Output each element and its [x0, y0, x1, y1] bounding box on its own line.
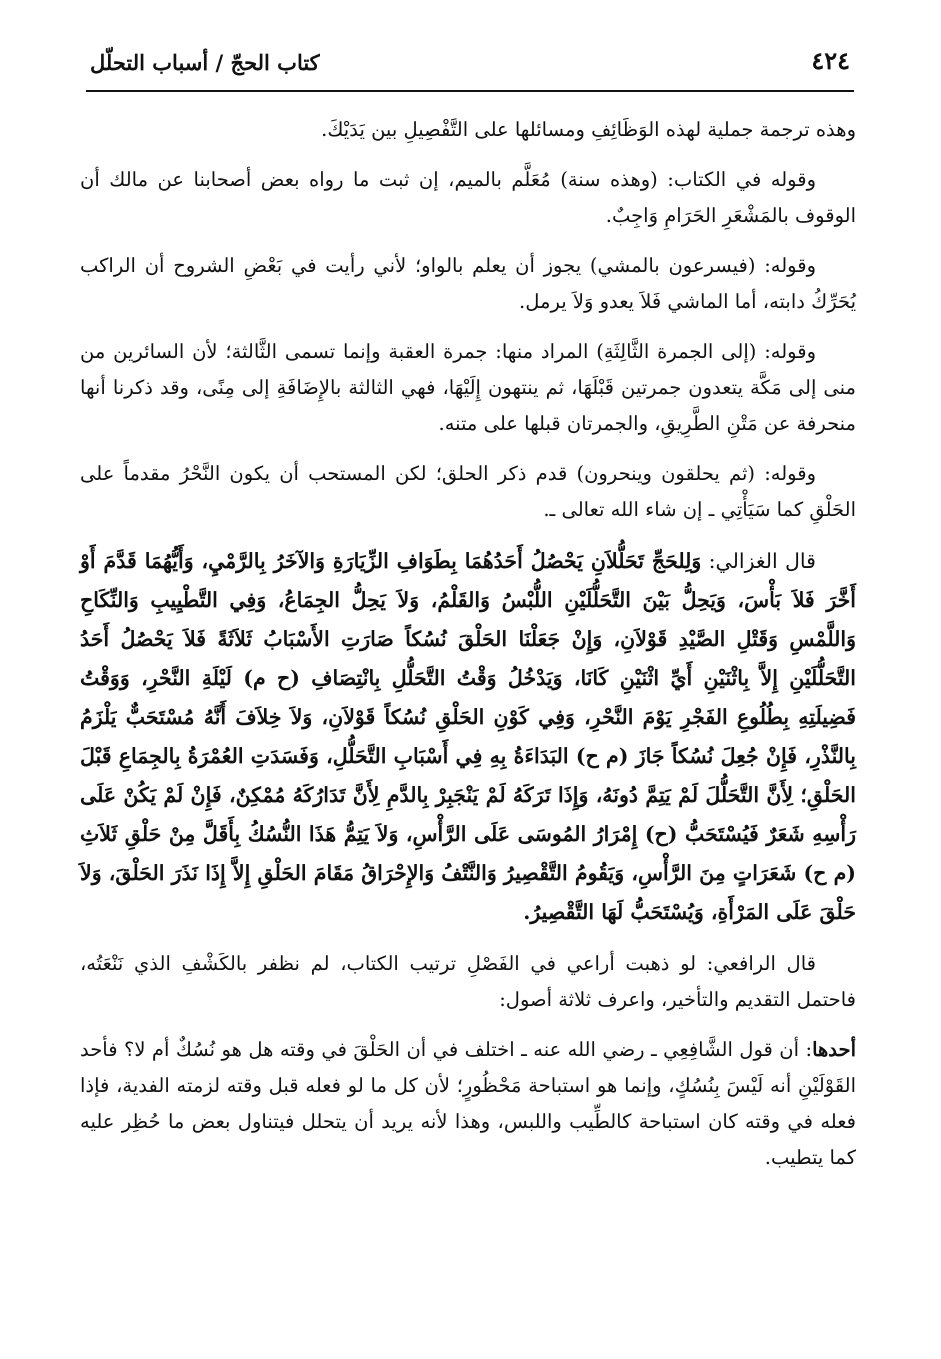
paragraph-third-jamrah: وقوله: (إلى الجمرة الثَّالِثَةِ) المراد منها: جمرة العقبة وإنما تسمى الثَّالثة؛ لأن السائرين من منى إلى مَكَّة يتعدون جمرتين قَبْلَهَا، ثم ينتهون إِلَيْهَا، فهي الثالثة بالإِضَافَةِ إلى مِنًى، وقد ذكرنا أنها منحرفة عن مَتْنِ الطَّرِيقِ، والجمرتان قبلها على متنه.: [80, 340, 856, 435]
paragraph-this-is-sunnah: وقوله في الكتاب: (وهذه سنة) مُعَلَّم بالميم، إن ثبت ما رواه بعض أصحابنا عن مالك أن الوقوف بالمَشْعَرِ الحَرَامِ وَاجِبٌ.: [80, 168, 856, 227]
paragraph-summary: وهذه ترجمة جملية لهذه الوَظَائِفِ ومسائلها على التَّفْصِيلِ بين يَدَيْكَ.: [321, 118, 856, 141]
ghazali-lead: قال الغزالي:: [701, 549, 816, 573]
first-principle-lead: أحدها: [812, 1038, 856, 1061]
paragraph-shaving-sacrifice: وقوله: (ثم يحلقون وينحرون) قدم ذكر الحلق؛ لكن المستحب أن يكون النَّحْرُ مقدماً على الحَلْقِ كما سَيَأْتِي ـ إن شاء الله تعالى ـ.: [80, 462, 856, 521]
rafii-paragraph: قال الرافعي: لو ذهبت أراعي في الفَصْلِ ترتيب الكتاب، لم نظفر بالكَشْفِ الذي نَنْعَتُه، فاحتمل التقديم والتأخير، واعرف ثلاثة أصول:: [80, 952, 856, 1011]
ghazali-text: وَلِلحَجِّ تَحَلُّلاَنِ يَحْصُلُ أَحَدُهُمَا بِطَوَافِ الزِّيَارَةِ وَالآخَرُ بِالرَّمْيِ، وَأَيُّهُمَا قَدَّمَ أَوْ أَخَّرَ فَلاَ بَأْسَ، وَيَحِلُّ بَيْنَ التَّحَلُّلَيْنِ اللُّبْسُ وَالقَلْمُ، وَلاَ يَحِلُّ الجِمَاعُ، وَفِي التَّطْيِيبِ وَالنِّكَاحِ وَاللَّمْسِ وَقَتْلِ الصَّيْدِ قَوْلاَنِ، وَإِنْ جَعَلْنَا الحَلْقَ نُسُكاً صَارَتِ الأَسْبَابُ ثَلاَثَةً فَلاَ يَحْصُلُ أَحَدُ التَّحَلُّلَيْنِ إِلاَّ بِاثْنَيْنِ أَيِّ اثْنَيْنِ كَانَا، وَيَدْخُلُ وَقْتُ التَّحَلُّلِ بِانْتِصَافِ (ح م) لَيْلَةِ النَّحْرِ، وَوَقْتُ فَضِيلَتِهِ بِطُلُوعِ الفَجْرِ يَوْمَ النَّحْرِ، وَفِي كَوْنِ الحَلْقِ نُسُكاً قَوْلاَنِ، وَلاَ خِلاَفَ أَنَّهُ مُسْتَحَبٌّ يَلْزَمُ بِالنَّذْرِ، فَإِنْ جُعِلَ نُسُكاً جَازَ (م ح) البَدَاءَةُ بِهِ فِي أَسْبَابِ التَّحَلُّلِ، وَفَسَدَتِ العُمْرَةُ بِالجِمَاعِ قَبْلَ الحَلْقِ؛ لِأَنَّ التَّحَلُّلَ لَمْ يَتِمَّ دُونَهُ، وَإِذَا تَرَكَهُ لَمْ يَنْجَبِرْ بِالدَّمِ لِأَنَّ تَدَارُكَهُ مُمْكِنٌ، فَإِنْ لَمْ يَكُنْ عَلَى رَأْسِهِ شَعَرٌ فَيُسْتَحَبُّ (ح) إِمْرَارُ المُوسَى عَلَى الرَّأْسِ، وَلاَ يَتِمُّ هَذَا النُّسُكُ بِأَقَلَّ مِنْ حَلْقِ ثَلاَثِ (م ح) شَعَرَاتٍ مِنَ الرَّأْسِ، وَيَقُومُ التَّقْصِيرُ وَالنَّتْفُ وَالإِحْرَاقُ مَقَامَ الحَلْقِ إِلاَّ إِذَا نَذَرَ الحَلْقَ، وَلاَ حَلْقَ عَلَى المَرْأَةِ، وَيُسْتَحَبُّ لَهَا التَّقْصِيرُ.: [80, 549, 856, 924]
ghazali-quote: [80, 542, 856, 932]
header-divider: [86, 90, 854, 92]
first-principle-paragraph: [80, 1032, 856, 1176]
page-number: ٤٢٤: [811, 46, 850, 75]
page-header: [86, 40, 854, 88]
paragraph-hastening-walk: وقوله: (فيسرعون بالمشي) يجوز أن يعلم بالواو؛ لأني رأيت في بَعْضِ الشروح أن الراكب يُحَرِّكُ دابته، أما الماشي فَلاَ يعدو وَلاَ يرمل.: [80, 254, 856, 313]
running-title: كتاب الحجّ / أسباب التحلّل: [90, 50, 320, 75]
page-body: [80, 112, 856, 1190]
first-principle-text: : أن قول الشَّافِعِي ـ رضي الله عنه ـ اختلف في أن الحَلْقَ في وقته هل هو نُسُكٌ أم لا؟ فأحد القَوْلَيْنِ أنه لَيْسَ بِنُسُكٍ، وإنما هو استباحة مَحْظُورٍ؛ لأن كل ما لو فعله قبل وقته لزمته الفدية، فإذا فعله في وقته كان استباحة كالطِّيب واللبس، وهذا لأنه يريد أن يتحلل فيتناول بعض ما حُظِر عليه كما يتطيب.: [80, 1038, 856, 1169]
